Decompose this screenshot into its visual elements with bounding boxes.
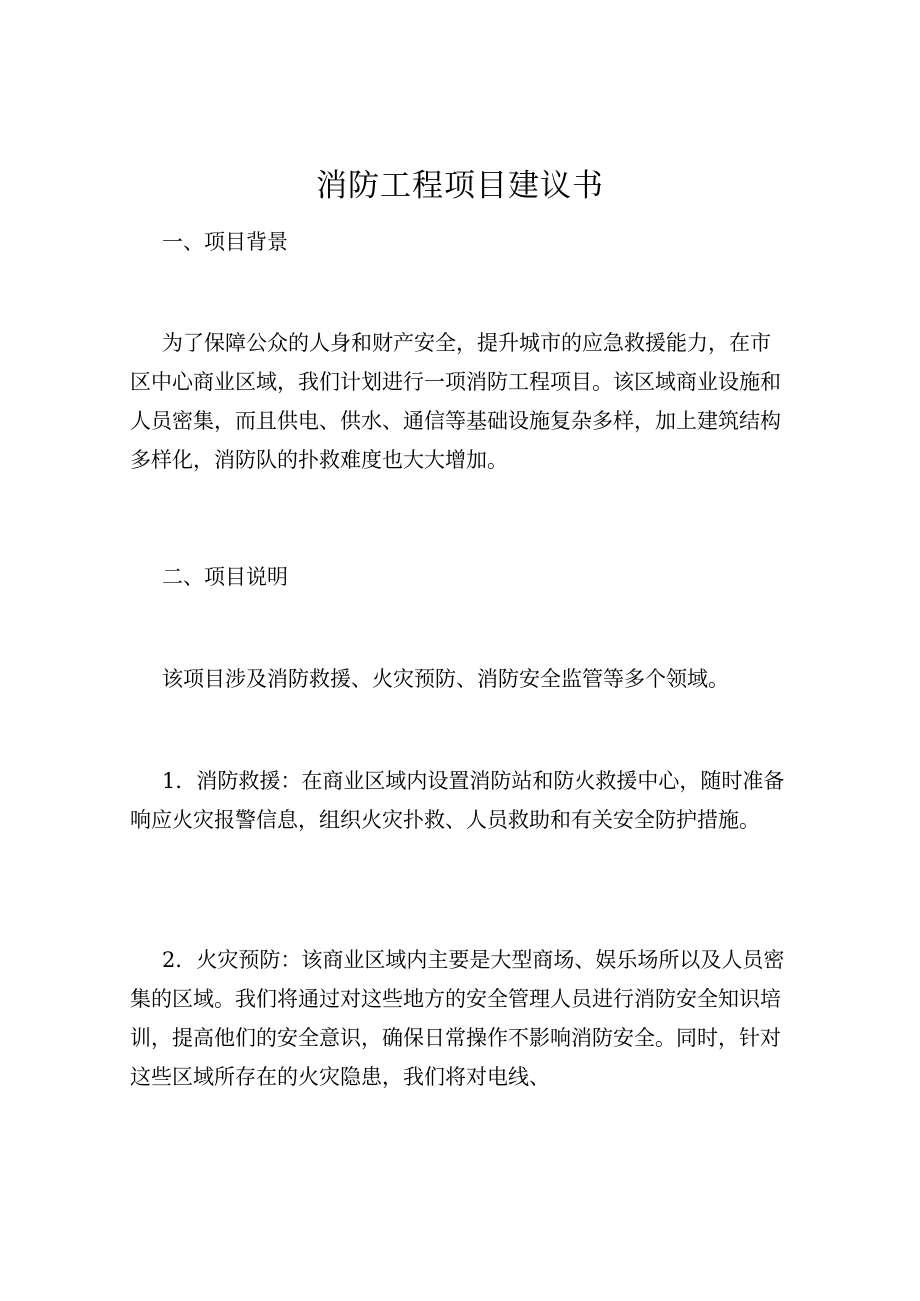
section-heading-background: 一、项目背景 <box>162 230 288 254</box>
list-item-fire-rescue: 1．消防救援：在商业区域内设置消防站和防火救援中心，随时准备响应火灾报警信息，组织火灾扑救、人员救助和有关安全防护措施。 <box>130 769 785 832</box>
list-item-fire-prevention: 2．火灾预防：该商业区域内主要是大型商场、娱乐场所以及人员密集的区域。我们将通过对这些地方的安全管理人员进行消防安全知识培训，提高他们的安全意识，确保日常操作不影响消防安全。同时，针对这些区域所存在的火灾隐患，我们将对电线、 <box>130 948 785 1089</box>
description-intro-paragraph: 该项目涉及消防救援、火灾预防、消防安全监管等多个领域。 <box>162 667 729 691</box>
document-title: 消防工程项目建议书 <box>316 168 604 204</box>
background-paragraph: 为了保障公众的人身和财产安全，提升城市的应急救援能力，在市区中心商业区域，我们计划进行一项消防工程项目。该区域商业设施和人员密集，而且供电、供水、通信等基础设施复杂多样，加上建筑结构多样化，消防队的扑救难度也大大增加。 <box>130 331 781 472</box>
section-heading-description: 二、项目说明 <box>162 565 288 589</box>
